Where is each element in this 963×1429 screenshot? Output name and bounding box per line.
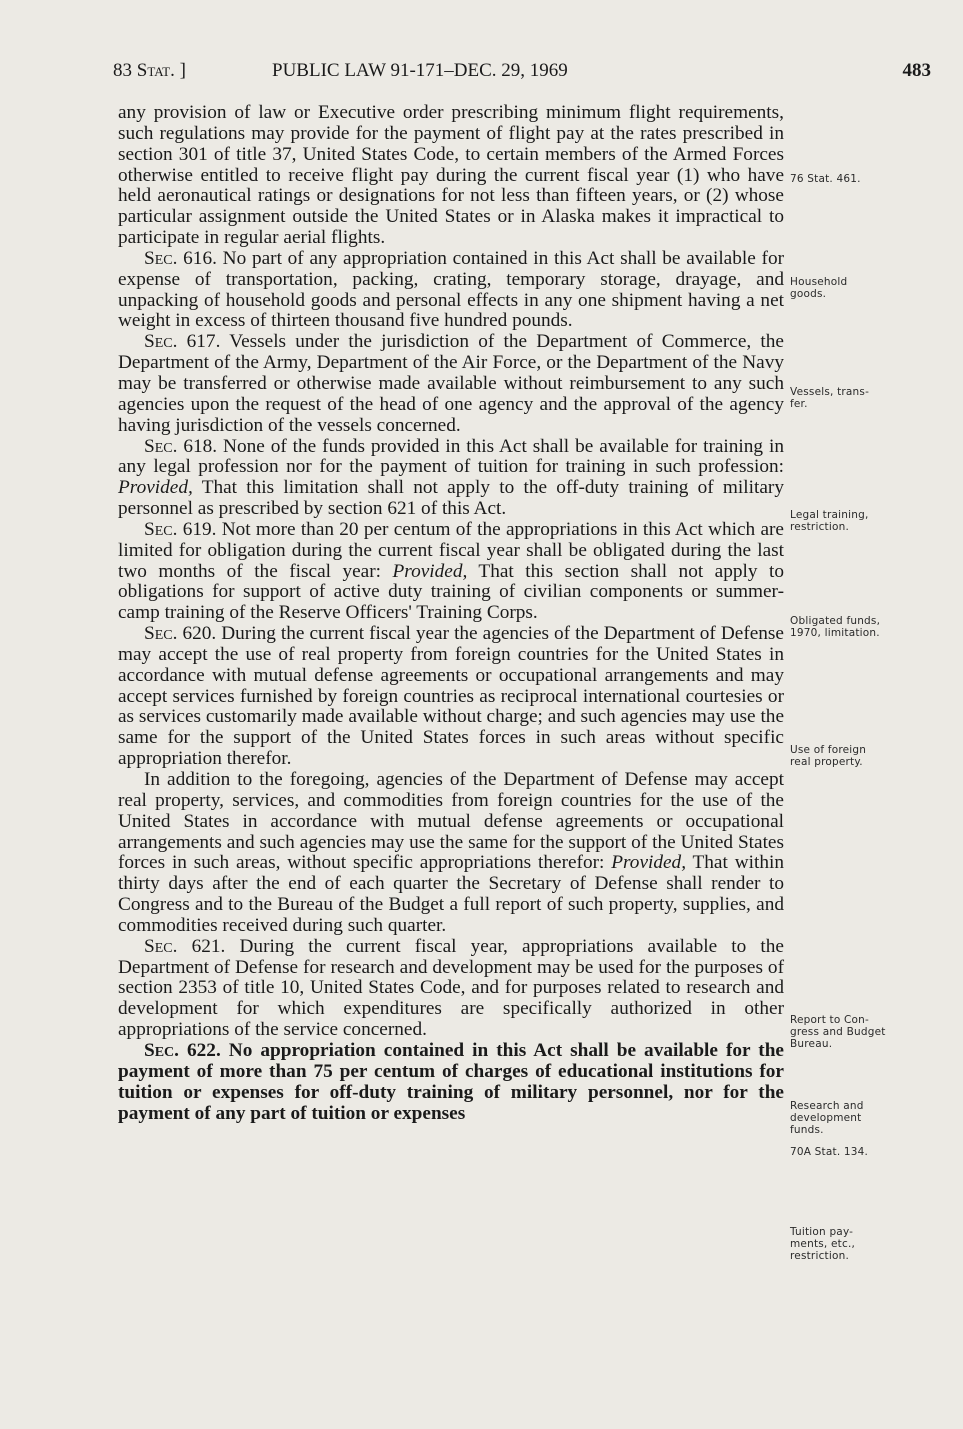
margin-note-obligated-funds: Obligated funds, 1970, limitation. [790, 615, 881, 639]
body-text [118, 103, 784, 1124]
section-label: Sec. 619. [144, 518, 217, 540]
section-616: Sec. 616. No part of any appropriation contained in this Act shall be available for expense of transportation, packing, crating, temporary storage, drayage, and unpacking of household goods and personal effects in any one shipment having a net weight in excess of thirteen thousand five hundred pounds. [118, 247, 785, 332]
margin-note-statute: 76 Stat. 461. [790, 173, 861, 185]
page-number: 483 [902, 60, 931, 81]
statute-reference: 83 Stat. ] [113, 60, 186, 81]
page-title: PUBLIC LAW 91-171–DEC. 29, 1969 [272, 60, 568, 81]
margin-note-legal-training: Legal training, restriction. [790, 509, 869, 533]
margin-note-vessels-transfer: Vessels, trans- fer. [790, 386, 870, 410]
section-label: Sec. 620. [144, 623, 217, 645]
section-label: Sec. 622. [144, 1039, 221, 1061]
section-label: Sec. 618. [144, 435, 218, 457]
section-620-continued: In addition to the foregoing, agencies of the Department of Defense may accept real property, services, and commodities from foreign countries for the use of the United States in accordance with mutual defense agreements or occupational arrangements and such agencies may use the same for the support of the United States forces in such areas, without specific appropriations therefor: Provided, That within thirty days after the end of each quarter the Secretary of Defense shall render to Congress and to the Bureau of the Budget a full report of such property, supplies, and commodities received during such quarter. [118, 769, 784, 936]
paragraph-continued: any provision of law or Executive order prescribing minimum flight requirements, such regulations may provide for the payment of flight pay at the rates prescribed in section 301 of title 37, United States Code, to certain members of the Armed Forces otherwise entitled to receive flight pay during the current fiscal year (1) who have held aeronautical ratings or designations for not less than fifteen years, or (2) whose particular assignment outside the United States or in Alaska makes it impractical to participate in regular aerial flights. [118, 102, 784, 249]
section-622: Sec. 622. No appropriation contained in this Act shall be available for the payment of more than 75 per centum of charges of educational institutions for tuition or expenses for off-duty training of military personnel, nor for the payment of any part of tuition or expenses [118, 1039, 784, 1124]
section-label: Sec. 616. [144, 247, 217, 269]
margin-note-foreign-real-property: Use of foreign real property. [790, 744, 867, 768]
section-617: Sec. 617. Vessels under the jurisdiction of the Department of Commerce, the Department of the Army, Department of the Air Force, or the Department of the Navy may be transferred or otherwise made available without reimbursement to any such agencies upon the request of the head of one agency and the approval of the agency having jurisdiction of the vessels concerned. [118, 331, 784, 436]
section-label: Sec. 621. [144, 935, 226, 957]
section-620: Sec. 620. During the current fiscal year the agencies of the Department of Defense may accept the use of real property from foreign countries for the United States in accordance with mutual defense agreements or occupational arrangements and may accept services furnished by foreign countries as reciprocal international courtesies or as services customarily made available without charge; and such agencies may use the same for the support of the United States forces in such areas without specific appropriation therefor. [118, 623, 784, 770]
section-619: Sec. 619. Not more than 20 per centum of the appropriations in this Act which are limited for obligation during the current fiscal year shall be obligated during the last two months of the fiscal year: Provided, That this section shall not apply to obligations for support of active duty training of civilian components or summer-camp training of the Reserve Officers' Training Corps. [118, 518, 784, 624]
margin-note-tuition-payments: Tuition pay- ments, etc., restriction. [790, 1226, 856, 1262]
section-618: Sec. 618. None of the funds provided in this Act shall be available for training in any legal profession nor for the payment of tuition for training in such profession: Provided, That this limitation shall not apply to the off-duty training of military personnel as prescribed by section 621 of this Act. [118, 435, 784, 520]
margin-note-household-goods: Household goods. [790, 276, 848, 300]
margin-note-70a-stat: 70A Stat. 134. [790, 1146, 869, 1158]
page-header [0, 60, 963, 90]
section-label: Sec. 617. [144, 331, 221, 353]
margin-note-research-development: Research and development funds. [790, 1100, 864, 1136]
section-621: Sec. 621. During the current fiscal year, appropriations available to the Department of Defense for research and development may be used for the purposes of section 2353 of title 10, United States Code, and for purposes related to research and development for which expenditures are specifically authorized in other appropriations of the service concerned. [118, 935, 784, 1041]
margin-note-report-to-congress: Report to Con- gress and Budget Bureau. [790, 1014, 886, 1050]
